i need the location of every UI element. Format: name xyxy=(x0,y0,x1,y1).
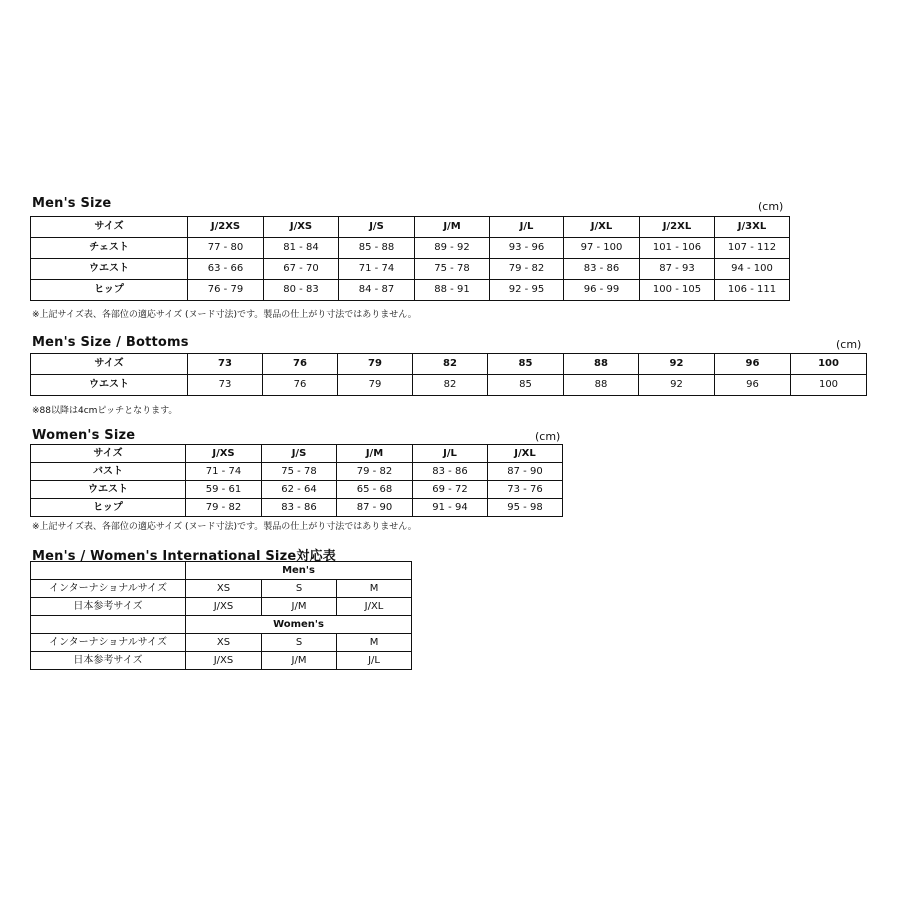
table-cell: 71 - 74 xyxy=(186,463,262,481)
table-cell: 63 - 66 xyxy=(188,259,264,280)
header-cell: J/L xyxy=(490,217,564,238)
table-cell: 80 - 83 xyxy=(264,280,339,301)
header-cell: J/XS xyxy=(264,217,339,238)
table-cell: 73 xyxy=(188,375,263,396)
table-cell: 88 xyxy=(564,375,639,396)
header-cell: 96 xyxy=(715,354,791,375)
table-row xyxy=(31,598,412,616)
table-cell: 93 - 96 xyxy=(490,238,564,259)
header-cell: J/L xyxy=(413,445,488,463)
row-label-cell: ウエスト xyxy=(31,375,188,396)
table-cell: 88 - 91 xyxy=(415,280,490,301)
table-cell: J/L xyxy=(337,652,412,670)
table-cell: J/XL xyxy=(337,598,412,616)
table-cell: 59 - 61 xyxy=(186,481,262,499)
table-cell: J/M xyxy=(262,652,337,670)
table-header-row xyxy=(31,217,790,238)
table-cell: 92 xyxy=(639,375,715,396)
table-row xyxy=(31,375,867,396)
table-cell: 96 - 99 xyxy=(564,280,640,301)
header-cell: J/M xyxy=(415,217,490,238)
header-cell: J/2XL xyxy=(640,217,715,238)
row-label-cell: インターナショナルサイズ xyxy=(31,634,186,652)
table-cell: XS xyxy=(186,580,262,598)
row-label-cell: 日本参考サイズ xyxy=(31,652,186,670)
header-cell: J/XL xyxy=(488,445,563,463)
table-cell: 100 xyxy=(791,375,867,396)
mens-size-title: Men's Size xyxy=(32,196,112,211)
table-cell: 67 - 70 xyxy=(264,259,339,280)
header-cell: サイズ xyxy=(31,354,188,375)
mens-bottoms-table xyxy=(30,353,867,396)
table-cell: 97 - 100 xyxy=(564,238,640,259)
header-cell: J/S xyxy=(262,445,337,463)
table-cell: 79 - 82 xyxy=(490,259,564,280)
womens-size-table xyxy=(30,444,563,517)
table-cell: 83 - 86 xyxy=(262,499,337,517)
table-row xyxy=(31,463,563,481)
table-row xyxy=(31,280,790,301)
table-cell: J/M xyxy=(262,598,337,616)
table-cell: 75 - 78 xyxy=(415,259,490,280)
row-label-cell: ウエスト xyxy=(31,481,186,499)
blank-cell xyxy=(31,616,186,634)
mens-bottoms-unit: (cm) xyxy=(836,338,862,351)
mens-bottoms-note: ※88以降は4cmピッチとなります。 xyxy=(32,406,178,416)
header-cell: サイズ xyxy=(31,445,186,463)
table-row xyxy=(31,481,563,499)
table-cell: 87 - 90 xyxy=(488,463,563,481)
table-cell: 85 - 88 xyxy=(339,238,415,259)
header-cell: J/S xyxy=(339,217,415,238)
table-cell: 94 - 100 xyxy=(715,259,790,280)
table-cell: 96 xyxy=(715,375,791,396)
table-cell: 75 - 78 xyxy=(262,463,337,481)
header-cell: J/XL xyxy=(564,217,640,238)
table-cell: 107 - 112 xyxy=(715,238,790,259)
table-cell: M xyxy=(337,634,412,652)
header-cell: 79 xyxy=(338,354,413,375)
mens-size-unit: (cm) xyxy=(758,200,784,213)
header-cell: J/3XL xyxy=(715,217,790,238)
header-cell: 76 xyxy=(263,354,338,375)
table-cell: 92 - 95 xyxy=(490,280,564,301)
table-cell: 79 - 82 xyxy=(337,463,413,481)
table-cell: 106 - 111 xyxy=(715,280,790,301)
womens-size-unit: (cm) xyxy=(535,430,561,443)
table-cell: M xyxy=(337,580,412,598)
table-cell: S xyxy=(262,580,337,598)
table-cell: 100 - 105 xyxy=(640,280,715,301)
table-row xyxy=(31,580,412,598)
table-row xyxy=(31,634,412,652)
section-label: Women's xyxy=(186,616,412,634)
section-label: Men's xyxy=(186,562,412,580)
header-cell: 82 xyxy=(413,354,488,375)
table-cell: 82 xyxy=(413,375,488,396)
international-size-table xyxy=(30,561,412,670)
row-label-cell: ウエスト xyxy=(31,259,188,280)
table-cell: 77 - 80 xyxy=(188,238,264,259)
mens-size-note: ※上記サイズ表、各部位の適応サイズ (ヌード寸法)です。製品の仕上がり寸法ではありません。 xyxy=(32,310,417,320)
table-cell: J/XS xyxy=(186,598,262,616)
table-cell: 65 - 68 xyxy=(337,481,413,499)
table-row xyxy=(31,499,563,517)
header-cell: サイズ xyxy=(31,217,188,238)
row-label-cell: ヒップ xyxy=(31,499,186,517)
table-cell: 79 - 82 xyxy=(186,499,262,517)
row-label-cell: ヒップ xyxy=(31,280,188,301)
table-cell: 87 - 90 xyxy=(337,499,413,517)
table-row xyxy=(31,652,412,670)
table-cell: 83 - 86 xyxy=(564,259,640,280)
mens-size-table xyxy=(30,216,790,301)
row-label-cell: バスト xyxy=(31,463,186,481)
table-cell: XS xyxy=(186,634,262,652)
table-cell: 101 - 106 xyxy=(640,238,715,259)
womens-size-title: Women's Size xyxy=(32,428,136,443)
table-header-row xyxy=(31,445,563,463)
header-cell: 92 xyxy=(639,354,715,375)
table-cell: 95 - 98 xyxy=(488,499,563,517)
blank-cell xyxy=(31,562,186,580)
table-cell: 81 - 84 xyxy=(264,238,339,259)
table-cell: 91 - 94 xyxy=(413,499,488,517)
header-cell: J/XS xyxy=(186,445,262,463)
row-label-cell: チェスト xyxy=(31,238,188,259)
mens-bottoms-title: Men's Size / Bottoms xyxy=(32,335,189,350)
table-cell: 85 xyxy=(488,375,564,396)
table-cell: 76 - 79 xyxy=(188,280,264,301)
table-cell: 62 - 64 xyxy=(262,481,337,499)
table-cell: 83 - 86 xyxy=(413,463,488,481)
table-cell: 79 xyxy=(338,375,413,396)
table-row xyxy=(31,238,790,259)
section-header-row xyxy=(31,562,412,580)
header-cell: 88 xyxy=(564,354,639,375)
row-label-cell: 日本参考サイズ xyxy=(31,598,186,616)
header-cell: 85 xyxy=(488,354,564,375)
table-header-row xyxy=(31,354,867,375)
header-cell: 100 xyxy=(791,354,867,375)
womens-size-note: ※上記サイズ表、各部位の適応サイズ (ヌード寸法)です。製品の仕上がり寸法ではありません。 xyxy=(32,522,417,532)
table-cell: 69 - 72 xyxy=(413,481,488,499)
table-cell: J/XS xyxy=(186,652,262,670)
table-cell: 84 - 87 xyxy=(339,280,415,301)
table-cell: 73 - 76 xyxy=(488,481,563,499)
section-header-row xyxy=(31,616,412,634)
row-label-cell: インターナショナルサイズ xyxy=(31,580,186,598)
header-cell: J/2XS xyxy=(188,217,264,238)
header-cell: 73 xyxy=(188,354,263,375)
table-cell: 76 xyxy=(263,375,338,396)
header-cell: J/M xyxy=(337,445,413,463)
international-size-title: Men's / Women's International Size対応表 xyxy=(32,549,336,564)
table-cell: S xyxy=(262,634,337,652)
table-cell: 87 - 93 xyxy=(640,259,715,280)
table-row xyxy=(31,259,790,280)
table-cell: 71 - 74 xyxy=(339,259,415,280)
table-cell: 89 - 92 xyxy=(415,238,490,259)
